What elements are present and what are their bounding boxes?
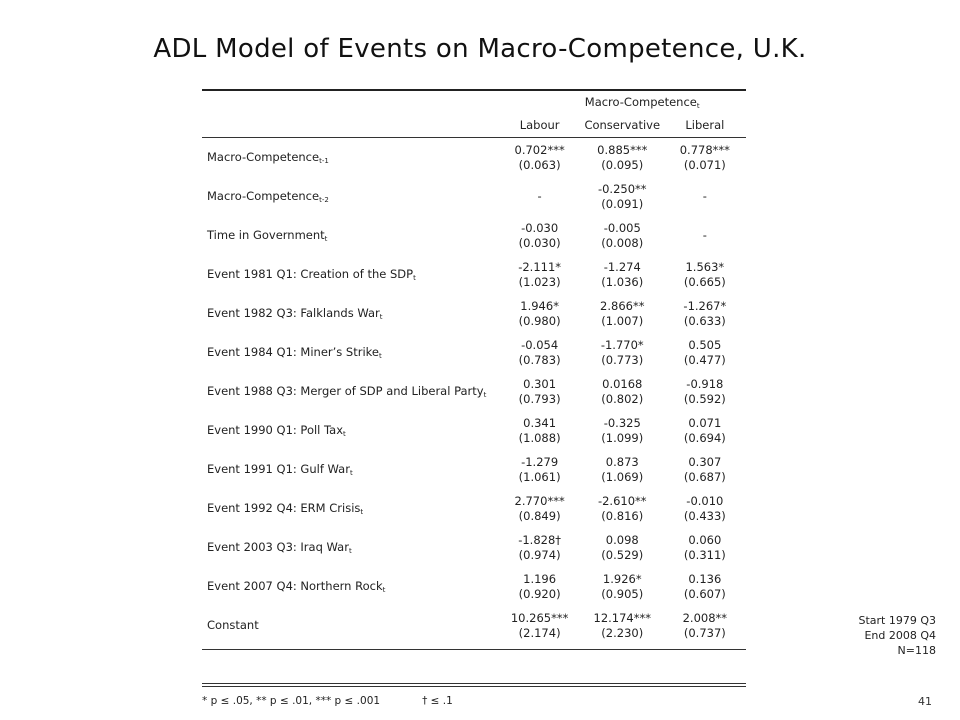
- coefficient: 0.885***: [597, 142, 648, 157]
- standard-error: (0.008): [601, 235, 644, 250]
- row-label-subscript: t: [324, 235, 328, 243]
- row-label: [202, 606, 498, 645]
- coefficient: -: [537, 189, 542, 203]
- row-label-subscript: t: [360, 508, 364, 516]
- table-cell: [664, 294, 746, 333]
- coefficient: 2.770***: [514, 493, 565, 508]
- coefficient: 1.946*: [520, 298, 559, 313]
- table-cell: [498, 255, 580, 294]
- standard-error: (0.529): [601, 547, 644, 562]
- table-cell: [498, 177, 580, 216]
- dependent-variable-label: Macro-Competence: [584, 94, 697, 109]
- coefficient: -2.111*: [518, 259, 562, 274]
- row-label-text: Event 2007 Q4: Northern Rock: [207, 579, 383, 593]
- coefficient: 2.866**: [600, 298, 645, 313]
- standard-error: (0.920): [518, 586, 561, 601]
- coefficient: 0.702***: [514, 142, 565, 157]
- table-row: [202, 606, 746, 645]
- coefficient: 12.174***: [593, 610, 651, 625]
- standard-error: (0.633): [683, 313, 726, 328]
- coefficient: -1.770*: [600, 337, 644, 352]
- table-cell: [581, 216, 664, 255]
- standard-error: (2.230): [601, 625, 644, 640]
- coefficient: 0.778***: [679, 142, 730, 157]
- row-label-subscript: t: [349, 469, 353, 477]
- row-label-subscript: t: [382, 586, 386, 594]
- table-cell: [498, 411, 580, 450]
- standard-error: (0.793): [518, 391, 561, 406]
- standard-error: (1.007): [601, 313, 644, 328]
- row-label-text: Event 1981 Q1: Creation of the SDP: [207, 267, 414, 281]
- coefficient: 2.008**: [682, 610, 728, 625]
- row-label-text: Event 1984 Q1: Miner’s Strike: [207, 345, 379, 359]
- row-label-subscript: t-1: [319, 157, 329, 165]
- standard-error: (0.816): [601, 508, 644, 523]
- row-label-text: Event 1982 Q3: Falklands War: [207, 306, 380, 320]
- row-label-subscript: t: [379, 352, 382, 360]
- table-cell: [664, 255, 746, 294]
- slide-title: ADL Model of Events on Macro-Competence, U.K.: [153, 34, 807, 64]
- table-cell: [581, 138, 664, 178]
- sample-start: Start 1979 Q3: [858, 614, 936, 627]
- standard-error: (0.665): [683, 274, 726, 289]
- table-cell: [581, 567, 664, 606]
- row-label: [202, 177, 498, 216]
- row-label-text: Constant: [207, 618, 259, 632]
- coefficient: -0.250**: [597, 181, 647, 196]
- table-cell: [664, 333, 746, 372]
- coefficient: -0.918: [686, 376, 724, 391]
- standard-error: (0.095): [601, 157, 644, 172]
- column-header-conservative: Conservative: [581, 113, 664, 138]
- significance-footnote: [202, 695, 453, 707]
- row-label: [202, 528, 498, 567]
- row-label-subscript: t: [343, 430, 346, 438]
- standard-error: (2.174): [518, 625, 561, 640]
- table-cell: [581, 333, 664, 372]
- standard-error: (0.091): [601, 196, 644, 211]
- coefficient: -: [702, 189, 707, 203]
- coefficient: -0.010: [686, 493, 724, 508]
- row-label-subscript: t-2: [319, 196, 329, 204]
- coefficient: 0.071: [688, 415, 722, 430]
- table-cell: [498, 489, 580, 528]
- footnote-rule: [202, 683, 746, 684]
- standard-error: (0.849): [518, 508, 561, 523]
- standard-error: (1.061): [518, 469, 561, 484]
- row-label: [202, 294, 498, 333]
- coefficient: 0.136: [688, 571, 722, 586]
- table-cell: [498, 333, 580, 372]
- coefficient: 0.0168: [602, 376, 643, 391]
- row-label-text: Macro-Competence: [207, 150, 320, 164]
- row-label-text: Event 1990 Q1: Poll Tax: [207, 423, 344, 437]
- coefficient: 0.060: [688, 532, 722, 547]
- standard-error: (0.802): [601, 391, 644, 406]
- table-cell: [664, 606, 746, 645]
- row-label: [202, 255, 498, 294]
- page-number: 41: [918, 695, 932, 708]
- table-cell: [498, 294, 580, 333]
- dagger-level: † ≤ .1: [422, 695, 453, 707]
- coefficient: 1.563*: [685, 259, 725, 274]
- coefficient: -0.325: [603, 415, 641, 430]
- table-row: [202, 333, 746, 372]
- row-label-text: Event 1991 Q1: Gulf War: [207, 462, 350, 476]
- table-row: [202, 294, 746, 333]
- sample-end: End 2008 Q4: [864, 629, 936, 642]
- standard-error: (0.974): [518, 547, 561, 562]
- table-row: [202, 489, 746, 528]
- table-cell: [581, 450, 664, 489]
- row-label-text: Event 1992 Q4: ERM Crisis: [207, 501, 361, 515]
- standard-error: (0.980): [518, 313, 561, 328]
- standard-error: (0.030): [518, 235, 561, 250]
- coefficient: -1.267*: [683, 298, 727, 313]
- standard-error: (0.433): [683, 508, 726, 523]
- row-label: [202, 450, 498, 489]
- table-cell: [664, 528, 746, 567]
- standard-error: (1.069): [601, 469, 644, 484]
- table-row: [202, 567, 746, 606]
- table-row: [202, 411, 746, 450]
- coefficient: 1.926*: [602, 571, 642, 586]
- standard-error: (0.737): [683, 625, 726, 640]
- coefficient: -0.030: [521, 220, 559, 235]
- column-header-row: [202, 113, 746, 138]
- significance-levels: * p ≤ .05, ** p ≤ .01, *** p ≤ .001: [202, 695, 381, 707]
- table-cell: [664, 216, 746, 255]
- row-label: [202, 567, 498, 606]
- column-header-labour: Labour: [498, 113, 580, 138]
- row-label: [202, 216, 498, 255]
- table-cell: [664, 450, 746, 489]
- coefficient: 0.301: [523, 376, 557, 391]
- dependent-variable-header: [202, 91, 746, 113]
- coefficient: 0.341: [523, 415, 557, 430]
- table-row: [202, 372, 746, 411]
- table-row: [202, 177, 746, 216]
- coefficient: -: [702, 228, 707, 242]
- row-label-subscript: t: [348, 547, 352, 555]
- footnote-rule-double: [202, 686, 746, 687]
- standard-error: (0.783): [518, 352, 561, 367]
- table-cell: [581, 372, 664, 411]
- table-cell: [581, 489, 664, 528]
- table-cell: [498, 528, 580, 567]
- standard-error: (0.071): [683, 157, 726, 172]
- regression-table: [202, 89, 746, 650]
- table-cell: [664, 177, 746, 216]
- standard-error: (0.773): [601, 352, 644, 367]
- table-row: [202, 255, 746, 294]
- row-label-text: Macro-Competence: [207, 189, 320, 203]
- table-cell: [498, 372, 580, 411]
- row-label: [202, 372, 498, 411]
- standard-error: (0.694): [683, 430, 726, 445]
- table-cell: [581, 606, 664, 645]
- coefficient: -1.828†: [518, 532, 562, 547]
- table-cell: [664, 138, 746, 178]
- standard-error: (1.036): [601, 274, 644, 289]
- column-header-liberal: Liberal: [664, 113, 746, 138]
- table-cell: [498, 138, 580, 178]
- coefficient: -1.274: [603, 259, 641, 274]
- table-cell: [664, 411, 746, 450]
- table-row: [202, 450, 746, 489]
- coefficient: 0.505: [688, 337, 722, 352]
- sample-info: [858, 613, 936, 658]
- coefficient: 0.307: [688, 454, 722, 469]
- table-cell: [498, 567, 580, 606]
- coefficient: -0.005: [603, 220, 641, 235]
- standard-error: (1.023): [518, 274, 561, 289]
- sample-size: N=118: [897, 644, 936, 657]
- coefficient: -2.610**: [597, 493, 647, 508]
- row-label-text: Event 2003 Q3: Iraq War: [207, 540, 349, 554]
- table-cell: [498, 216, 580, 255]
- row-label: [202, 138, 498, 178]
- standard-error: (0.311): [683, 547, 726, 562]
- row-label: [202, 489, 498, 528]
- table-cell: [581, 255, 664, 294]
- standard-error: (1.088): [518, 430, 561, 445]
- table-cell: [581, 528, 664, 567]
- row-label: [202, 333, 498, 372]
- coefficient: -0.054: [521, 337, 559, 352]
- table-bottom-rule: [202, 645, 746, 650]
- table-cell: [664, 567, 746, 606]
- coefficient: 10.265***: [510, 610, 569, 625]
- coefficient: 1.196: [523, 571, 557, 586]
- coefficient: -1.279: [521, 454, 559, 469]
- standard-error: (0.063): [518, 157, 561, 172]
- standard-error: (0.592): [683, 391, 726, 406]
- standard-error: (0.607): [683, 586, 726, 601]
- row-label-text: Event 1988 Q3: Merger of SDP and Liberal Party: [207, 384, 484, 398]
- table-row: [202, 216, 746, 255]
- row-label-subscript: t: [483, 391, 487, 399]
- coefficient: 0.098: [605, 532, 639, 547]
- row-label-text: Time in Government: [207, 228, 325, 242]
- table-cell: [664, 489, 746, 528]
- table-cell: [498, 450, 580, 489]
- table-cell: [581, 177, 664, 216]
- standard-error: (1.099): [601, 430, 644, 445]
- table-cell: [664, 372, 746, 411]
- table-cell: [581, 411, 664, 450]
- row-label-subscript: t: [413, 274, 416, 282]
- table-cell: [581, 294, 664, 333]
- table-row: [202, 528, 746, 567]
- standard-error: (0.477): [683, 352, 726, 367]
- table-row: [202, 138, 746, 178]
- standard-error: (0.687): [683, 469, 726, 484]
- coefficient: 0.873: [605, 454, 639, 469]
- row-label-subscript: t: [379, 313, 383, 321]
- table-cell: [498, 606, 580, 645]
- standard-error: (0.905): [601, 586, 644, 601]
- row-label: [202, 411, 498, 450]
- dependent-variable-subscript: t: [696, 101, 700, 110]
